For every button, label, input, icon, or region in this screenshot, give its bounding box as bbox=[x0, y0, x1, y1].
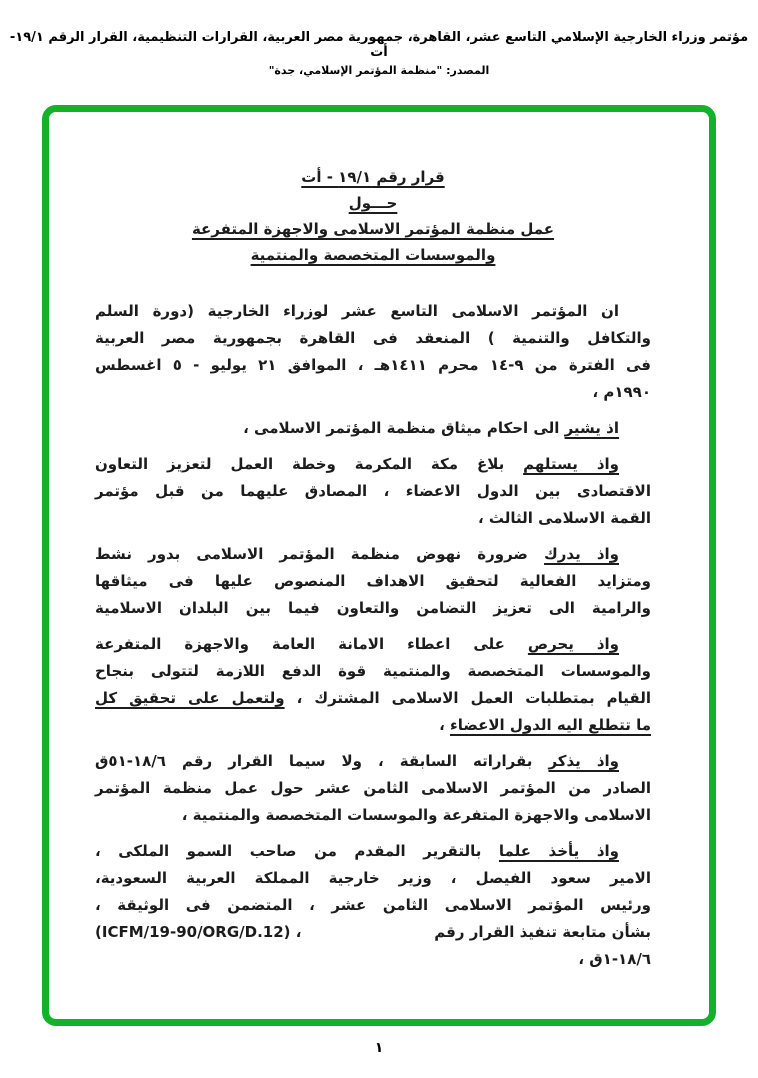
text-line bbox=[95, 946, 651, 973]
text-line bbox=[95, 478, 651, 505]
text-segment: واذ يذكر bbox=[548, 752, 620, 770]
text-segment: ما تتطلع اليه الدول الاعضاء bbox=[450, 716, 651, 734]
text-line bbox=[95, 865, 651, 892]
text-segment: بشأن متابعة تنفيذ القرار رقم bbox=[434, 923, 651, 941]
text-segment: الاسلامى والاجهزة المتفرعة والموسسات المتخصصة والمنتمية ، bbox=[181, 806, 651, 824]
text-line bbox=[95, 379, 651, 406]
paragraph bbox=[95, 748, 651, 829]
text-line bbox=[95, 892, 651, 919]
text-line bbox=[95, 631, 651, 658]
paragraph bbox=[95, 838, 651, 973]
text-segment: القمة الاسلامى الثالث ، bbox=[477, 509, 651, 527]
text-line bbox=[95, 748, 651, 775]
text-segment: على اعطاء الامانة العامة والاجهزة المتفرعة bbox=[95, 635, 528, 653]
text-segment: بالتقرير المقدم من صاحب السمو الملكى ، bbox=[95, 842, 499, 860]
resolution-title-block bbox=[95, 164, 651, 268]
paragraph bbox=[95, 298, 651, 406]
text-segment: والموسسات المتخصصة والمنتمية قوة الدفع اللازمة لتتولى بنجاح bbox=[95, 662, 651, 680]
paragraph bbox=[95, 631, 651, 739]
text-line bbox=[95, 568, 651, 595]
text-segment: واذ يحرص bbox=[527, 635, 620, 653]
text-line bbox=[95, 802, 651, 829]
text-segment: اذ يشير bbox=[564, 419, 619, 437]
text-segment: ضرورة نهوض منظمة المؤتمر الاسلامى بدور نشط bbox=[95, 545, 545, 563]
text-segment: بقراراته السابقة ، ولا سيما القرار رقم ١٨/٦-٥١ق bbox=[95, 752, 549, 770]
header-source-line: المصدر: "منظمة المؤتمر الإسلامي، جدة" bbox=[268, 64, 490, 77]
text-line bbox=[95, 712, 651, 739]
page-number: ١ bbox=[374, 1040, 384, 1056]
text-segment: بلاغ مكة المكرمة وخطة العمل لتعزيز التعاون bbox=[95, 455, 524, 473]
text-segment: ١٨/٦-١ق ، bbox=[578, 950, 651, 968]
paragraph bbox=[95, 541, 651, 622]
text-line bbox=[95, 352, 651, 379]
text-segment: واذ يأخذ علما bbox=[498, 842, 619, 860]
text-segment: فى الفترة من ٩-١٤ محرم ١٤١١هـ ، الموافق ٢١ يوليو - ٥ اغسطس bbox=[95, 356, 651, 374]
header-caption-line1: مؤتمر وزراء الخارجية الإسلامي التاسع عشر، القاهرة، جمهورية مصر العربية، القرارات التنظيمية، القرار الرقم ١٩/١- أت bbox=[9, 30, 749, 60]
resolution-body bbox=[95, 298, 651, 973]
text-segment: والتكافل والتنمية ) المنعقد فى القاهرة بجمهورية مصر العربية bbox=[95, 329, 651, 347]
text-segment: الصادر من المؤتمر الاسلامى الثامن عشر حول عمل منظمة المؤتمر bbox=[95, 779, 651, 797]
title-line: عمل منظمة المؤتمر الاسلامى والاجهزة المتفرعة bbox=[191, 220, 555, 238]
text-segment: القيام بمتطلبات العمل الاسلامى المشترك ، bbox=[284, 689, 651, 707]
text-segment: الاقتصادى بين الدول الاعضاء ، المصادق عليهما من قبل مؤتمر bbox=[95, 482, 651, 500]
text-line bbox=[95, 415, 651, 442]
text-line bbox=[95, 451, 651, 478]
text-line bbox=[95, 325, 651, 352]
scanned-text-area bbox=[49, 112, 709, 1019]
text-segment: ، bbox=[439, 716, 451, 734]
text-line bbox=[95, 541, 651, 568]
text-segment: واذ يدرك bbox=[544, 545, 619, 563]
text-segment: ان المؤتمر الاسلامى التاسع عشر لوزراء الخارجية (دورة السلم bbox=[95, 302, 619, 320]
title-line: حـــول bbox=[348, 194, 398, 212]
text-line bbox=[95, 505, 651, 532]
text-line bbox=[95, 595, 651, 622]
text-line bbox=[95, 838, 651, 865]
text-line bbox=[95, 685, 651, 712]
text-segment: ومتزايد الفعالية لتحقيق الاهداف المنصوص عليها فى ميثاقها bbox=[95, 572, 651, 590]
paragraph bbox=[95, 451, 651, 532]
text-line bbox=[95, 919, 651, 946]
paragraph bbox=[95, 415, 651, 442]
text-segment: واذ يستلهم bbox=[523, 455, 619, 473]
title-line: والموسسات المتخصصة والمنتمية bbox=[250, 246, 496, 264]
text-segment: الى احكام ميثاق منظمة المؤتمر الاسلامى ، bbox=[243, 419, 565, 437]
text-segment: ١٩٩٠م ، bbox=[592, 383, 651, 401]
text-line bbox=[95, 658, 651, 685]
text-segment: الامير سعود الفيصل ، وزير خارجية المملكة العربية السعودية، bbox=[95, 869, 651, 887]
text-segment: ، (ICFM/19-90/ORG/D.12) bbox=[95, 923, 302, 941]
text-segment: والرامية الى تعزيز التضامن والتعاون فيما بين البلدان الاسلامية bbox=[95, 599, 651, 617]
text-segment: ولتعمل على تحقيق كل bbox=[95, 689, 285, 707]
green-border-frame bbox=[42, 105, 716, 1026]
title-line: قرار رقم ١٩/١ - أت bbox=[301, 168, 445, 186]
text-line bbox=[95, 775, 651, 802]
text-line bbox=[95, 298, 651, 325]
text-segment: ورئيس المؤتمر الاسلامى الثامن عشر ، المتضمن فى الوثيقة ، bbox=[95, 896, 651, 914]
